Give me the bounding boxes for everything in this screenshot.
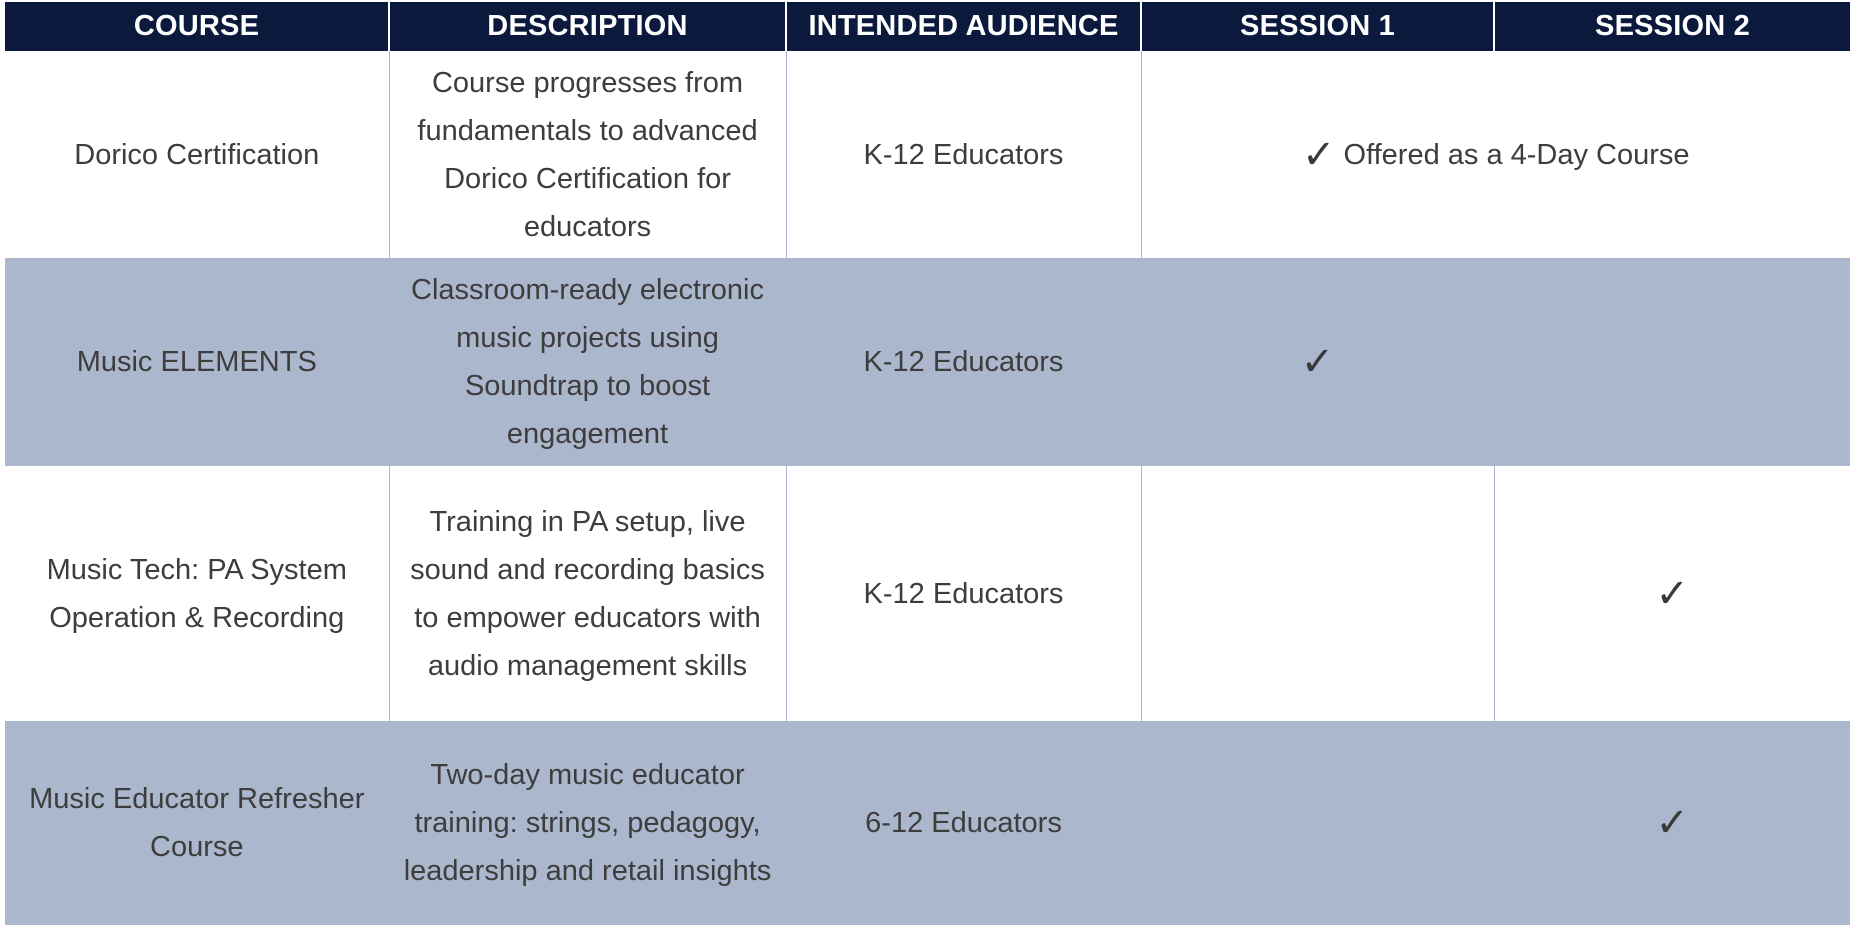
session-2-cell [1494,466,1850,721]
header-course: COURSE [5,2,389,51]
intended-audience: K-12 Educators [786,51,1141,258]
course-name: Dorico Certification [5,51,389,258]
course-schedule-table [5,2,1850,925]
header-session-1: SESSION 1 [1141,2,1494,51]
intended-audience: K-12 Educators [786,258,1141,466]
course-name: Music ELEMENTS [5,258,389,466]
table-row [5,466,1850,721]
checkmark-icon: ✓ [1655,570,1689,617]
intended-audience: 6-12 Educators [786,721,1141,925]
table-row [5,51,1850,258]
course-description: Classroom-ready electronic music projects using Soundtrap to boost engagement [389,258,786,466]
table-row [5,721,1850,925]
checkmark-icon: ✓ [1655,800,1689,846]
session-2-cell [1494,721,1850,925]
course-description: Two-day music educator training: strings, pedagogy, leadership and retail insights [389,721,786,925]
header-row [5,2,1850,51]
header-intended-audience: INTENDED AUDIENCE [786,2,1141,51]
header-session-2: SESSION 2 [1494,2,1850,51]
session-2-cell [1494,258,1850,466]
sessions-note: Offered as a 4-Day Course [1343,138,1690,171]
table-row [5,258,1850,466]
session-1-cell [1141,466,1494,721]
course-description: Course progresses from fundamentals to advanced Dorico Certification for educators [389,51,786,258]
course-name: Music Educator Refresher Course [5,721,389,925]
header-description: DESCRIPTION [389,2,786,51]
checkmark-icon: ✓ [1300,339,1335,385]
session-1-cell [1141,258,1494,466]
intended-audience: K-12 Educators [786,466,1141,721]
course-schedule-table-wrapper [5,2,1850,925]
course-name: Music Tech: PA System Operation & Recording [5,466,389,721]
checkmark-icon: ✓ [1301,131,1336,178]
sessions-merged-cell [1141,51,1850,258]
course-description: Training in PA setup, live sound and recording basics to empower educators with audio management skills [389,466,786,721]
session-1-cell [1141,721,1494,925]
